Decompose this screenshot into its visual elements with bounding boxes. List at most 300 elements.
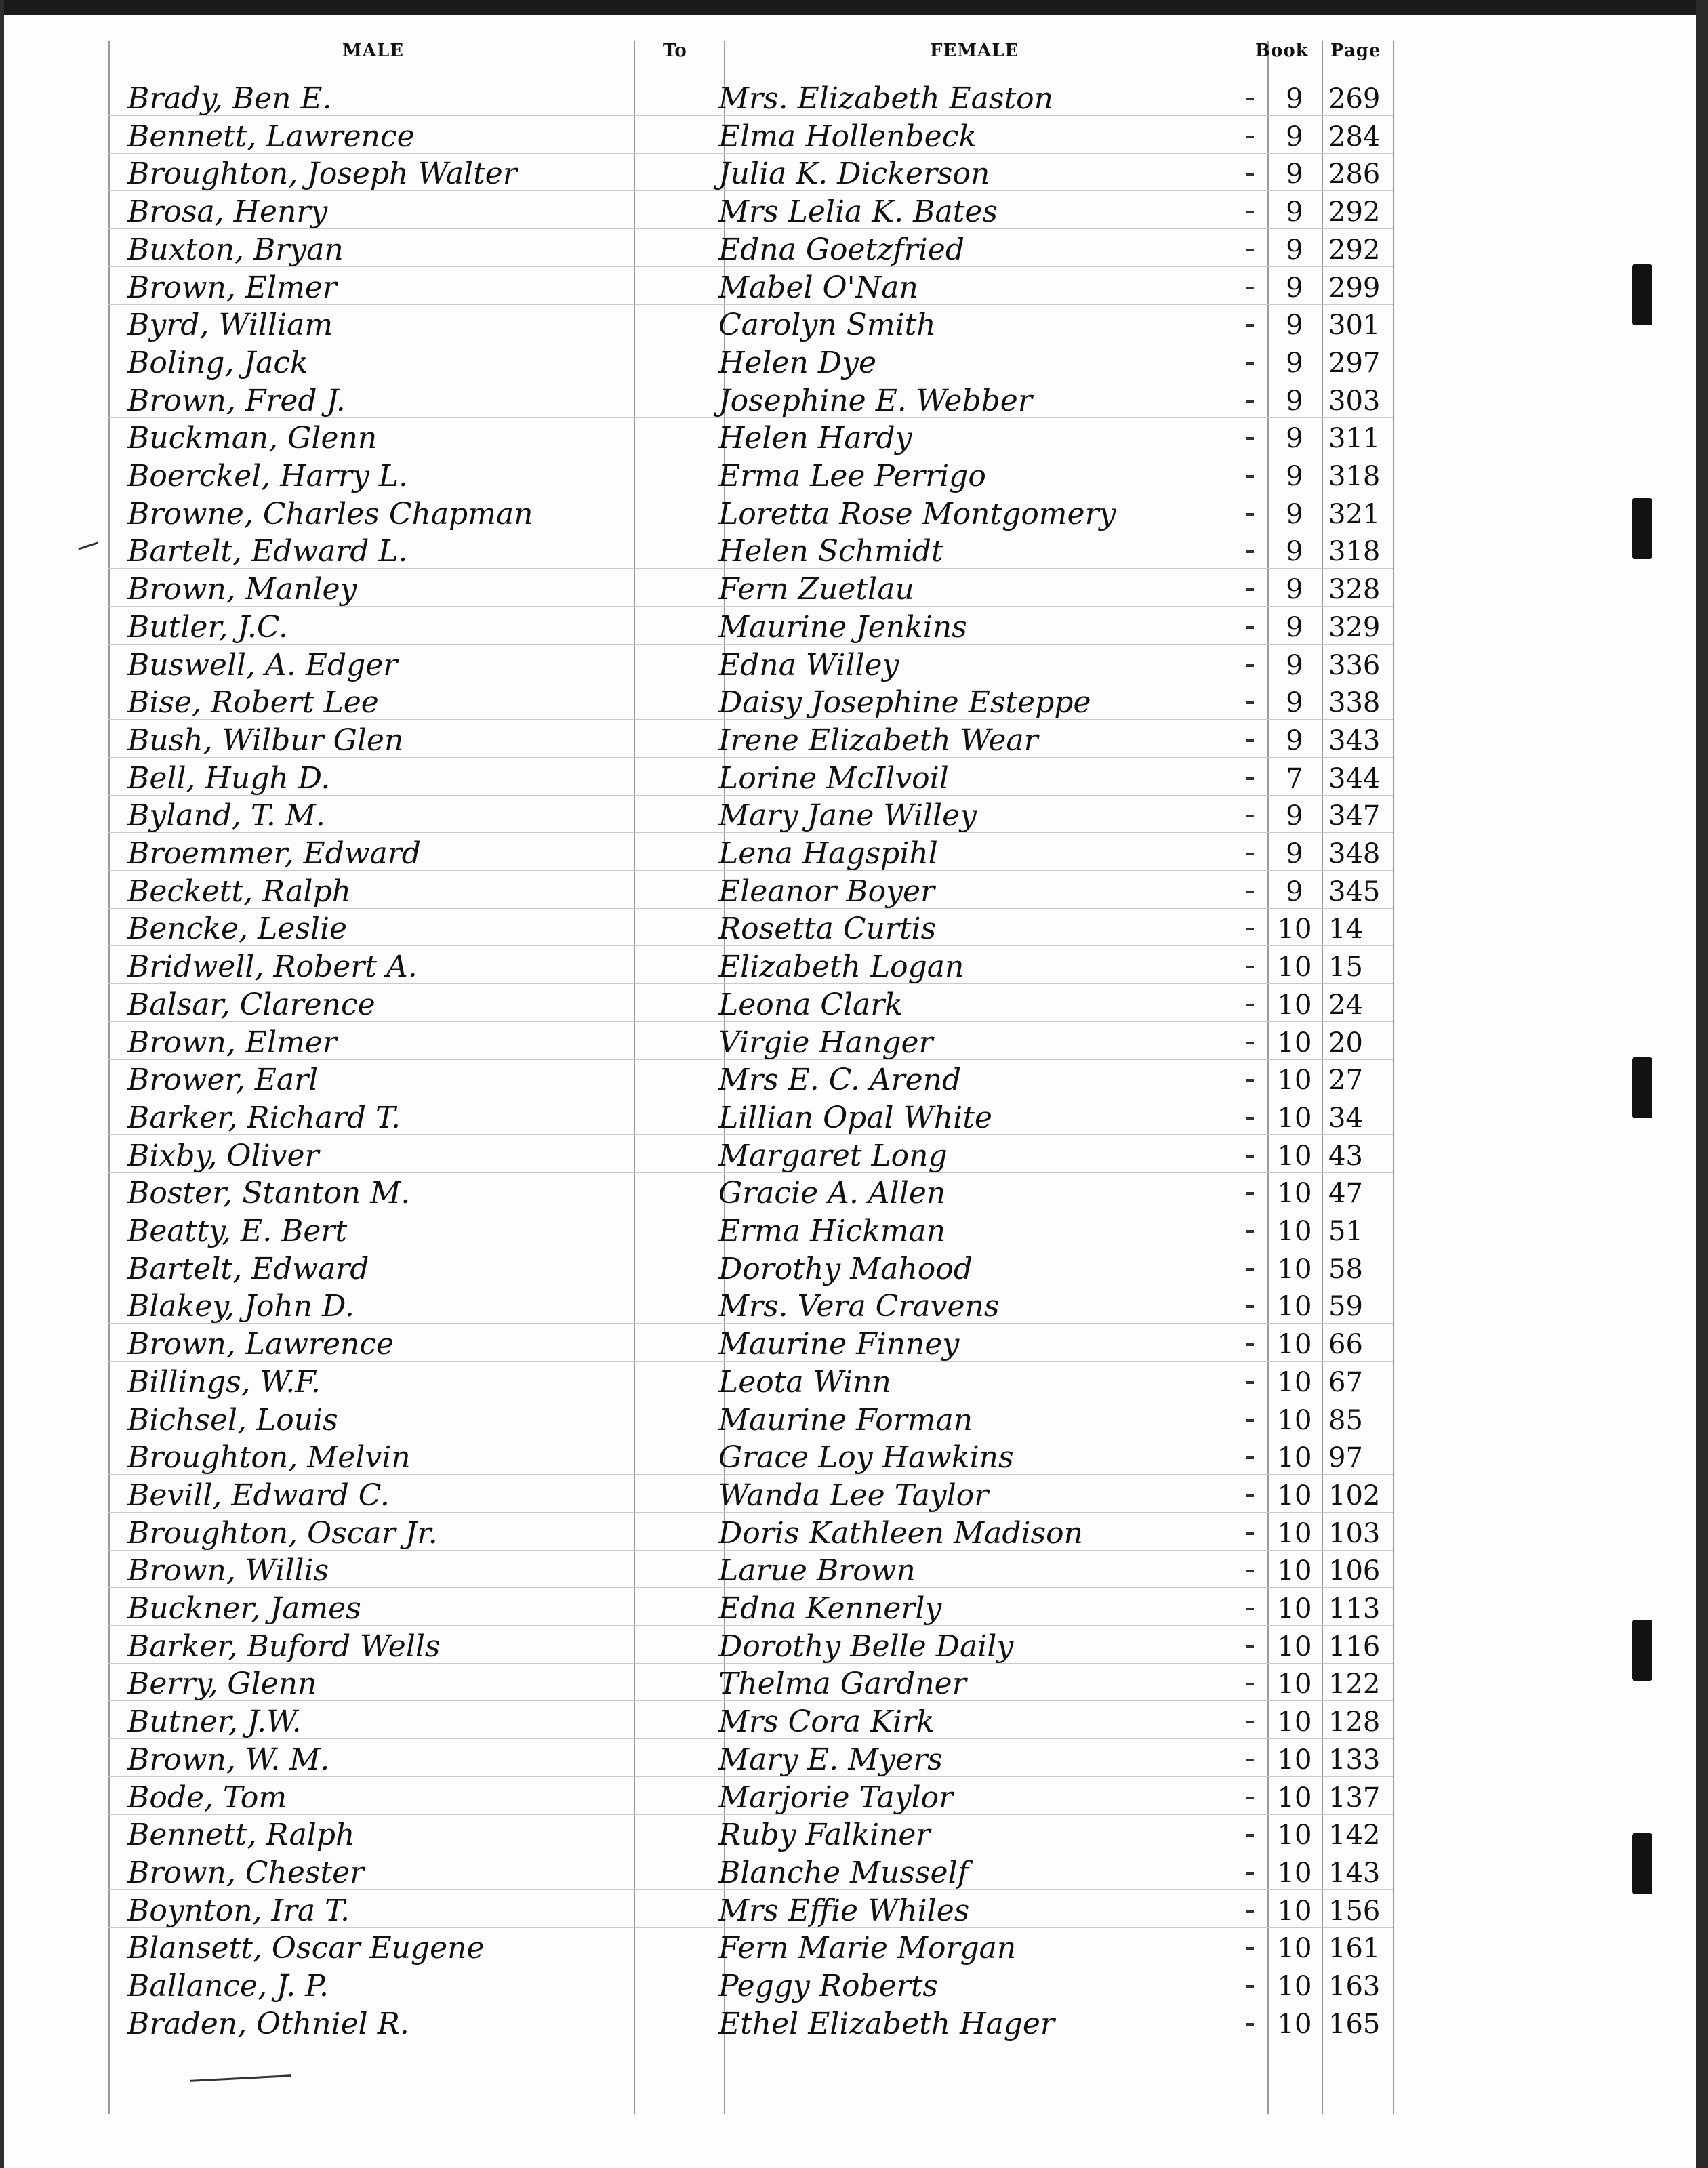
male-name: Boynton, Ira T.: [127, 1894, 350, 1928]
table-row: [0, 193, 1708, 231]
table-row: [0, 306, 1708, 344]
male-name: Brown, Manley: [127, 572, 357, 607]
scan-edge-top: [0, 0, 1708, 15]
male-name: Bode, Tom: [127, 1780, 287, 1815]
table-row: [0, 495, 1708, 533]
row-dash: [1246, 1608, 1254, 1610]
page-number: 20: [1328, 1027, 1363, 1059]
male-name: Byland, T. M.: [127, 798, 325, 833]
header-book: Book: [1255, 41, 1309, 61]
male-name: Brower, Earl: [127, 1063, 319, 1097]
female-name: Mrs Lelia K. Bates: [718, 195, 998, 229]
page-number: 329: [1328, 612, 1381, 643]
female-name: Marjorie Taylor: [718, 1780, 954, 1815]
page-number: 292: [1328, 234, 1381, 266]
page-number: 318: [1328, 536, 1381, 567]
female-name: Dorothy Belle Daily: [718, 1629, 1014, 1664]
male-name: Butner, J.W.: [127, 1704, 302, 1739]
row-dash: [1246, 249, 1254, 251]
table-row: [0, 1515, 1708, 1553]
book-number: 10: [1277, 1480, 1312, 1511]
male-name: Braden, Othniel R.: [127, 2007, 409, 2041]
table-row: [0, 1288, 1708, 1326]
book-number: 9: [1286, 838, 1303, 870]
row-dash: [1246, 853, 1254, 855]
table-row: [0, 760, 1708, 798]
female-name: Larue Brown: [718, 1553, 916, 1588]
row-dash: [1246, 550, 1254, 553]
male-name: Barker, Buford Wells: [127, 1629, 441, 1664]
table-row: [0, 1364, 1708, 1402]
male-name: Buxton, Bryan: [127, 232, 344, 267]
end-mark: [190, 2074, 291, 2082]
page-number: 336: [1328, 650, 1381, 681]
male-name: Browne, Charles Chapman: [127, 497, 533, 531]
male-name: Beatty, E. Bert: [127, 1214, 348, 1248]
page-number: 297: [1328, 348, 1381, 379]
header-male: MALE: [342, 41, 405, 61]
table-row: [0, 382, 1708, 420]
male-name: Blakey, John D.: [127, 1289, 354, 1324]
female-name: Helen Hardy: [718, 421, 912, 455]
row-dash: [1246, 513, 1254, 516]
male-name: Beckett, Ralph: [127, 874, 351, 909]
male-name: Brown, Chester: [127, 1856, 365, 1890]
male-name: Buswell, A. Edger: [127, 648, 398, 682]
page-number: 51: [1328, 1216, 1363, 1247]
row-dash: [1246, 1004, 1254, 1006]
book-number: 9: [1286, 121, 1303, 152]
row-dash: [1246, 1645, 1254, 1648]
male-name: Brosa, Henry: [127, 195, 328, 229]
row-dash: [1246, 1155, 1254, 1158]
row-dash: [1246, 1192, 1254, 1195]
row-dash: [1246, 1570, 1254, 1572]
female-name: Maurine Forman: [718, 1403, 973, 1437]
male-name: Brown, Lawrence: [127, 1327, 394, 1362]
row-dash: [1246, 1872, 1254, 1875]
male-name: Ballance, J. P.: [127, 1969, 329, 2003]
table-row: [0, 1174, 1708, 1212]
page-number: 15: [1328, 952, 1363, 983]
male-name: Boerckel, Harry L.: [127, 459, 409, 493]
book-number: 9: [1286, 650, 1303, 681]
row-dash: [1246, 1985, 1254, 1988]
table-row: [0, 80, 1708, 118]
book-number: 9: [1286, 800, 1303, 832]
row-dash: [1246, 437, 1254, 440]
book-number: 9: [1286, 197, 1303, 228]
row-dash: [1246, 701, 1254, 704]
table-row: [0, 344, 1708, 382]
table-row: [0, 722, 1708, 760]
row-dash: [1246, 1532, 1254, 1535]
male-name: Brady, Ben E.: [127, 81, 332, 116]
row-dash: [1246, 626, 1254, 629]
female-name: Edna Goetzfried: [718, 232, 964, 267]
row-dash: [1246, 1230, 1254, 1233]
male-name: Buckman, Glenn: [127, 421, 378, 455]
page-number: 299: [1328, 272, 1381, 304]
book-number: 10: [1277, 1896, 1312, 1927]
page-number: 66: [1328, 1329, 1363, 1360]
book-number: 9: [1286, 159, 1303, 190]
page-number: 286: [1328, 159, 1381, 190]
book-number: 9: [1286, 536, 1303, 567]
female-name: Mrs. Elizabeth Easton: [718, 81, 1053, 116]
page-number: 14: [1328, 914, 1363, 945]
male-name: Broughton, Melvin: [127, 1440, 411, 1475]
female-name: Virgie Hanger: [718, 1025, 933, 1060]
table-row: [0, 118, 1708, 156]
male-name: Bartelt, Edward L.: [127, 534, 408, 569]
table-row: [0, 1854, 1708, 1892]
book-number: 10: [1277, 1103, 1312, 1134]
table-row: [0, 1326, 1708, 1364]
book-number: 10: [1277, 1933, 1312, 1964]
page-number: 343: [1328, 725, 1381, 756]
male-name: Bell, Hugh D.: [127, 761, 331, 796]
row-dash: [1246, 1721, 1254, 1723]
row-dash: [1246, 777, 1254, 780]
book-number: 10: [1277, 1329, 1312, 1360]
female-name: Maurine Jenkins: [718, 610, 967, 645]
book-number: 9: [1286, 348, 1303, 379]
book-number: 9: [1286, 461, 1303, 492]
page-number: 137: [1328, 1782, 1381, 1814]
row-dash: [1246, 1419, 1254, 1422]
book-number: 10: [1277, 1027, 1312, 1059]
row-dash: [1246, 1834, 1254, 1837]
book-number: 10: [1277, 1669, 1312, 1700]
table-row: [0, 1250, 1708, 1288]
row-dash: [1246, 1910, 1254, 1913]
male-name: Broughton, Joseph Walter: [127, 157, 517, 191]
row-dash: [1246, 136, 1254, 138]
page-number: 34: [1328, 1103, 1363, 1134]
book-number: 10: [1277, 1291, 1312, 1322]
book-number: 10: [1277, 1254, 1312, 1285]
female-name: Carolyn Smith: [718, 308, 936, 342]
book-number: 10: [1277, 1216, 1312, 1247]
page-number: 348: [1328, 838, 1381, 870]
table-row: [0, 797, 1708, 835]
row-dash: [1246, 1494, 1254, 1497]
male-name: Buckner, James: [127, 1591, 361, 1626]
female-name: Helen Schmidt: [718, 534, 943, 569]
female-name: Daisy Josephine Esteppe: [718, 685, 1091, 720]
female-name: Grace Loy Hawkins: [718, 1440, 1014, 1475]
table-row: [0, 647, 1708, 684]
row-dash: [1246, 1079, 1254, 1082]
book-number: 10: [1277, 1820, 1312, 1851]
page-number: 311: [1328, 423, 1381, 454]
row-dash: [1246, 1117, 1254, 1120]
table-row: [0, 1099, 1708, 1137]
table-row: [0, 457, 1708, 495]
table-row: [0, 155, 1708, 193]
male-name: Butler, J.C.: [127, 610, 288, 645]
female-name: Elma Hollenbeck: [718, 119, 977, 154]
female-name: Lillian Opal White: [718, 1101, 992, 1135]
page-number: 58: [1328, 1254, 1363, 1285]
row-dash: [1246, 362, 1254, 365]
book-number: 10: [1277, 1555, 1312, 1587]
female-name: Erma Hickman: [718, 1214, 946, 1248]
female-name: Gracie A. Allen: [718, 1176, 946, 1210]
book-number: 7: [1286, 763, 1303, 794]
book-number: 10: [1277, 2009, 1312, 2040]
female-name: Mary Jane Willey: [718, 798, 977, 833]
table-row: [0, 420, 1708, 457]
male-name: Berry, Glenn: [127, 1666, 317, 1701]
female-name: Erma Lee Perrigo: [718, 459, 986, 493]
book-number: 9: [1286, 876, 1303, 907]
table-row: [0, 910, 1708, 948]
row-dash: [1246, 324, 1254, 327]
page-number: 113: [1328, 1593, 1381, 1624]
female-name: Irene Elizabeth Wear: [718, 723, 1038, 758]
page-number: 43: [1328, 1141, 1363, 1172]
female-name: Lorine McIlvoil: [718, 761, 949, 796]
row-dash: [1246, 1759, 1254, 1761]
table-row: [0, 1892, 1708, 1930]
male-name: Bush, Wilbur Glen: [127, 723, 404, 758]
page-number: 47: [1328, 1178, 1363, 1209]
row-dash: [1246, 891, 1254, 893]
book-number: 10: [1277, 952, 1312, 983]
table-row: [0, 1665, 1708, 1703]
table-row: [0, 684, 1708, 722]
table-row: [0, 1552, 1708, 1590]
page-number: 301: [1328, 310, 1381, 341]
book-number: 9: [1286, 612, 1303, 643]
row-dash: [1246, 173, 1254, 176]
male-name: Broemmer, Edward: [127, 836, 421, 871]
male-name: Boster, Stanton M.: [127, 1176, 411, 1210]
female-name: Loretta Rose Montgomery: [718, 497, 1116, 531]
page-number: 284: [1328, 121, 1381, 152]
page-number: 24: [1328, 989, 1363, 1021]
table-row: [0, 1816, 1708, 1854]
female-name: Mary E. Myers: [718, 1742, 943, 1777]
page-number: 103: [1328, 1518, 1381, 1549]
page-number: 67: [1328, 1367, 1363, 1398]
page-number: 163: [1328, 1971, 1381, 2002]
female-name: Peggy Roberts: [718, 1969, 938, 2003]
female-name: Rosetta Curtis: [718, 912, 937, 946]
book-number: 10: [1277, 1593, 1312, 1624]
book-number: 10: [1277, 1442, 1312, 1473]
book-number: 9: [1286, 499, 1303, 530]
page-number: 133: [1328, 1744, 1381, 1776]
row-dash: [1246, 1268, 1254, 1271]
book-number: 10: [1277, 989, 1312, 1021]
row-dash: [1246, 739, 1254, 742]
male-name: Bencke, Leslie: [127, 912, 348, 946]
row-dash: [1246, 98, 1254, 100]
female-name: Fern Zuetlau: [718, 572, 914, 607]
female-name: Mrs Cora Kirk: [718, 1704, 935, 1739]
female-name: Wanda Lee Taylor: [718, 1478, 989, 1513]
female-name: Ethel Elizabeth Hager: [718, 2007, 1055, 2041]
page-number: 165: [1328, 2009, 1381, 2040]
table-row: [0, 1137, 1708, 1175]
table-row: [0, 1779, 1708, 1817]
female-name: Mrs. Vera Cravens: [718, 1289, 1000, 1324]
female-name: Julia K. Dickerson: [718, 157, 990, 191]
page-number: 85: [1328, 1405, 1363, 1436]
row-dash: [1246, 815, 1254, 817]
male-name: Bennett, Lawrence: [127, 119, 415, 154]
book-number: 10: [1277, 1782, 1312, 1814]
table-row: [0, 1024, 1708, 1062]
table-row: [0, 1590, 1708, 1628]
page-number: 97: [1328, 1442, 1363, 1473]
book-number: 10: [1277, 1405, 1312, 1436]
book-number: 10: [1277, 1858, 1312, 1889]
female-name: Margaret Long: [718, 1139, 948, 1173]
male-name: Billings, W.F.: [127, 1365, 321, 1399]
page-number: 347: [1328, 800, 1381, 832]
book-number: 9: [1286, 83, 1303, 115]
female-name: Lena Hagspihl: [718, 836, 938, 871]
female-name: Blanche Musself: [718, 1856, 969, 1890]
table-row: [0, 609, 1708, 647]
book-number: 10: [1277, 1971, 1312, 2002]
male-name: Bevill, Edward C.: [127, 1478, 390, 1513]
header-to: To: [663, 41, 687, 61]
female-name: Dorothy Mahood: [718, 1252, 973, 1286]
book-number: 10: [1277, 1065, 1312, 1096]
row-dash: [1246, 1381, 1254, 1384]
page-number: 142: [1328, 1820, 1381, 1851]
table-row: [0, 873, 1708, 911]
female-name: Helen Dye: [718, 346, 877, 380]
male-name: Brown, Elmer: [127, 1025, 337, 1060]
male-name: Balsar, Clarence: [127, 987, 375, 1022]
table-row: [0, 571, 1708, 609]
table-row: [0, 986, 1708, 1024]
female-name: Mrs E. C. Arend: [718, 1063, 962, 1097]
male-name: Bichsel, Louis: [127, 1403, 338, 1437]
book-number: 10: [1277, 914, 1312, 945]
male-name: Bridwell, Robert A.: [127, 949, 418, 984]
header-page: Page: [1330, 41, 1381, 61]
page-number: 318: [1328, 461, 1381, 492]
page-number: 143: [1328, 1858, 1381, 1889]
page-number: 321: [1328, 499, 1381, 530]
book-number: 10: [1277, 1518, 1312, 1549]
page-number: 345: [1328, 876, 1381, 907]
page-number: 338: [1328, 687, 1381, 718]
table-row: [0, 1628, 1708, 1666]
male-name: Boling, Jack: [127, 346, 308, 380]
book-number: 9: [1286, 574, 1303, 605]
page-number: 269: [1328, 83, 1381, 115]
page-number: 116: [1328, 1631, 1381, 1662]
female-name: Ruby Falkiner: [718, 1818, 931, 1852]
book-number: 9: [1286, 310, 1303, 341]
table-row: [0, 948, 1708, 986]
male-name: Blansett, Oscar Eugene: [127, 1931, 485, 1965]
female-name: Fern Marie Morgan: [718, 1931, 1017, 1965]
female-name: Doris Kathleen Madison: [718, 1516, 1083, 1551]
page-number: 59: [1328, 1291, 1363, 1322]
female-name: Edna Kennerly: [718, 1591, 942, 1626]
female-name: Edna Willey: [718, 648, 899, 682]
male-name: Bise, Robert Lee: [127, 685, 379, 720]
row-dash: [1246, 1797, 1254, 1799]
book-number: 10: [1277, 1141, 1312, 1172]
female-name: Eleanor Boyer: [718, 874, 935, 909]
row-dash: [1246, 1305, 1254, 1308]
book-number: 10: [1277, 1631, 1312, 1662]
row-dash: [1246, 664, 1254, 667]
male-name: Barker, Richard T.: [127, 1101, 401, 1135]
row-dash: [1246, 475, 1254, 478]
table-row: [0, 1402, 1708, 1439]
page-number: 106: [1328, 1555, 1381, 1587]
male-name: Brown, Fred J.: [127, 384, 346, 418]
page-number: 128: [1328, 1706, 1381, 1738]
female-name: Leota Winn: [718, 1365, 891, 1399]
table-row: [0, 269, 1708, 307]
row-dash: [1246, 1947, 1254, 1950]
page-number: 161: [1328, 1933, 1381, 1964]
book-number: 10: [1277, 1744, 1312, 1776]
row-dash: [1246, 1456, 1254, 1459]
page-number: 303: [1328, 386, 1381, 417]
female-name: Leona Clark: [718, 987, 903, 1022]
book-number: 9: [1286, 423, 1303, 454]
table-row: [0, 533, 1708, 571]
female-name: Josephine E. Webber: [718, 384, 1032, 418]
male-name: Brown, W. M.: [127, 1742, 330, 1777]
page-number: 156: [1328, 1896, 1381, 1927]
table-row: [0, 1929, 1708, 1967]
row-dash: [1246, 1683, 1254, 1685]
male-name: Bixby, Oliver: [127, 1139, 319, 1173]
male-name: Bartelt, Edward: [127, 1252, 369, 1286]
table-row: [0, 1967, 1708, 2005]
row-dash: [1246, 287, 1254, 289]
male-name: Bennett, Ralph: [127, 1818, 355, 1852]
page-number: 328: [1328, 574, 1381, 605]
table-row: [0, 231, 1708, 269]
row-dash: [1246, 1343, 1254, 1346]
book-number: 10: [1277, 1178, 1312, 1209]
female-name: Mabel O'Nan: [718, 270, 918, 305]
row-dash: [1246, 1042, 1254, 1044]
table-row: [0, 1061, 1708, 1099]
female-name: Mrs Effie Whiles: [718, 1894, 970, 1928]
book-number: 10: [1277, 1367, 1312, 1398]
table-row: [0, 2005, 1708, 2043]
table-row: [0, 1741, 1708, 1779]
female-name: Elizabeth Logan: [718, 949, 964, 984]
margin-tick: [78, 541, 98, 550]
male-name: Brown, Elmer: [127, 270, 337, 305]
table-row: [0, 1477, 1708, 1515]
male-name: Byrd, William: [127, 308, 333, 342]
row-dash: [1246, 928, 1254, 930]
table-row: [0, 835, 1708, 873]
page-number: 102: [1328, 1480, 1381, 1511]
male-name: Broughton, Oscar Jr.: [127, 1516, 438, 1551]
book-number: 9: [1286, 386, 1303, 417]
table-row: [0, 1212, 1708, 1250]
